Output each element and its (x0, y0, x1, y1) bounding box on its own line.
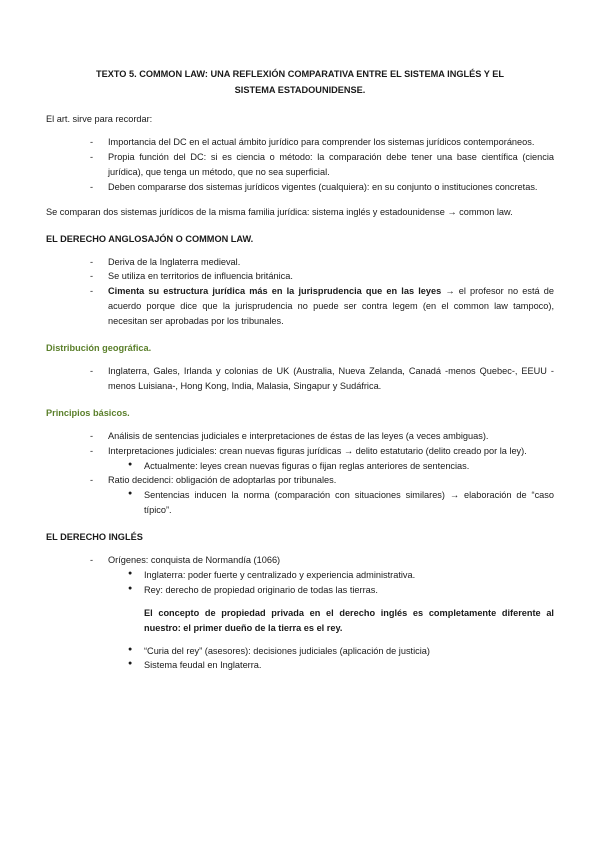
principles-list (46, 429, 554, 518)
list-item-text: Interpretaciones judiciales: crean nuevas figuras jurídicas → delito estatutario (delito creado por la ley). (108, 445, 527, 456)
sub-list-item: ● Sentencias inducen la norma (comparación con situaciones similares) → elaboración de “caso típico”. (108, 488, 554, 518)
highlighted-note: El concepto de propiedad privada en el derecho inglés es completamente diferente al nuestro: el primer dueño de la tierra es el rey. (144, 607, 554, 633)
section-heading-common-law: EL DERECHO ANGLOSAJÓN O COMMON LAW. (46, 233, 254, 244)
list-item (46, 444, 554, 474)
sub-list-item: ● Inglaterra: poder fuerte y centralizado y experiencia administrativa. (108, 568, 554, 583)
list-item: - Deben compararse dos sistemas jurídicos vigentes (cualquiera): en su conjunto o instituciones concretas. (46, 180, 554, 195)
list-item-text: Orígenes: conquista de Normandía (1066) (108, 555, 281, 566)
sub-list (108, 459, 554, 474)
list-item: - Se utiliza en territorios de influencia británica. (46, 269, 554, 284)
sub-list-item: ● Rey: derecho de propiedad originario de todas las tierras. (108, 583, 554, 598)
sub-list (108, 568, 554, 598)
list-item: - Importancia del DC en el actual ámbito jurídico para comprender los sistemas jurídicos contemporáneos. (46, 135, 554, 150)
list-item: - Inglaterra, Gales, Irlanda y colonias de UK (Australia, Nueva Zelanda, Canadá -menos Quebec-, EEUU -menos Luisiana-, Hong Kong, India, Malasia, Singapur y Sudáfrica. (46, 364, 554, 394)
section-heading-english-law: EL DERECHO INGLÉS (46, 532, 143, 543)
sub-list (108, 644, 554, 674)
intro-list (46, 135, 554, 195)
list-item (46, 284, 554, 329)
statement-comment: → el profesor no está de acuerdo porque dice que la jurisprudencia no puede ser contra legem (en el common law tampoco), necesitan ser aprobadas por los tribunales. (108, 286, 554, 327)
english-law-list (46, 553, 554, 673)
list-item-text: Ratio decidenci: obligación de adoptarlas por tribunales. (108, 475, 337, 486)
comparison-text: Se comparan dos sistemas jurídicos de la misma familia jurídica: sistema inglés y estadounidense → common law. (46, 206, 513, 217)
intro-text: El art. sirve para recordar: (46, 114, 153, 125)
sub-list (108, 488, 554, 518)
sub-list-item: ● Actualmente: leyes crean nuevas figuras o fijan reglas anteriores de sentencias. (108, 459, 554, 474)
list-item: - Deriva de la Inglaterra medieval. (46, 255, 554, 270)
sub-list-item: ● Sistema feudal en Inglaterra. (108, 658, 554, 673)
section-heading-geography: Distribución geográfica. (46, 343, 152, 354)
document-title: TEXTO 5. COMMON LAW: UNA REFLEXIÓN COMPARATIVA ENTRE EL SISTEMA INGLÉS Y EL SISTEMA ESTADOUNIDENSE. (95, 69, 505, 96)
sub-list-item: ● “Curia del rey” (asesores): decisiones judiciales (aplicación de justicia) (108, 644, 554, 659)
geography-list (46, 364, 554, 394)
common-law-list (46, 255, 554, 330)
list-item: - Propia función del DC: si es ciencia o método: la comparación debe tener una base científica (ciencia jurídica), que tenga un método, que no sea superficial. (46, 150, 554, 180)
list-item (46, 553, 554, 673)
section-heading-principles: Principios básicos. (46, 407, 130, 418)
list-item (46, 473, 554, 518)
list-item: - Análisis de sentencias judiciales e interpretaciones de éstas de las leyes (a veces ambiguas). (46, 429, 554, 444)
bold-statement: Cimenta su estructura jurídica más en la jurisprudencia que en las leyes (108, 286, 442, 297)
